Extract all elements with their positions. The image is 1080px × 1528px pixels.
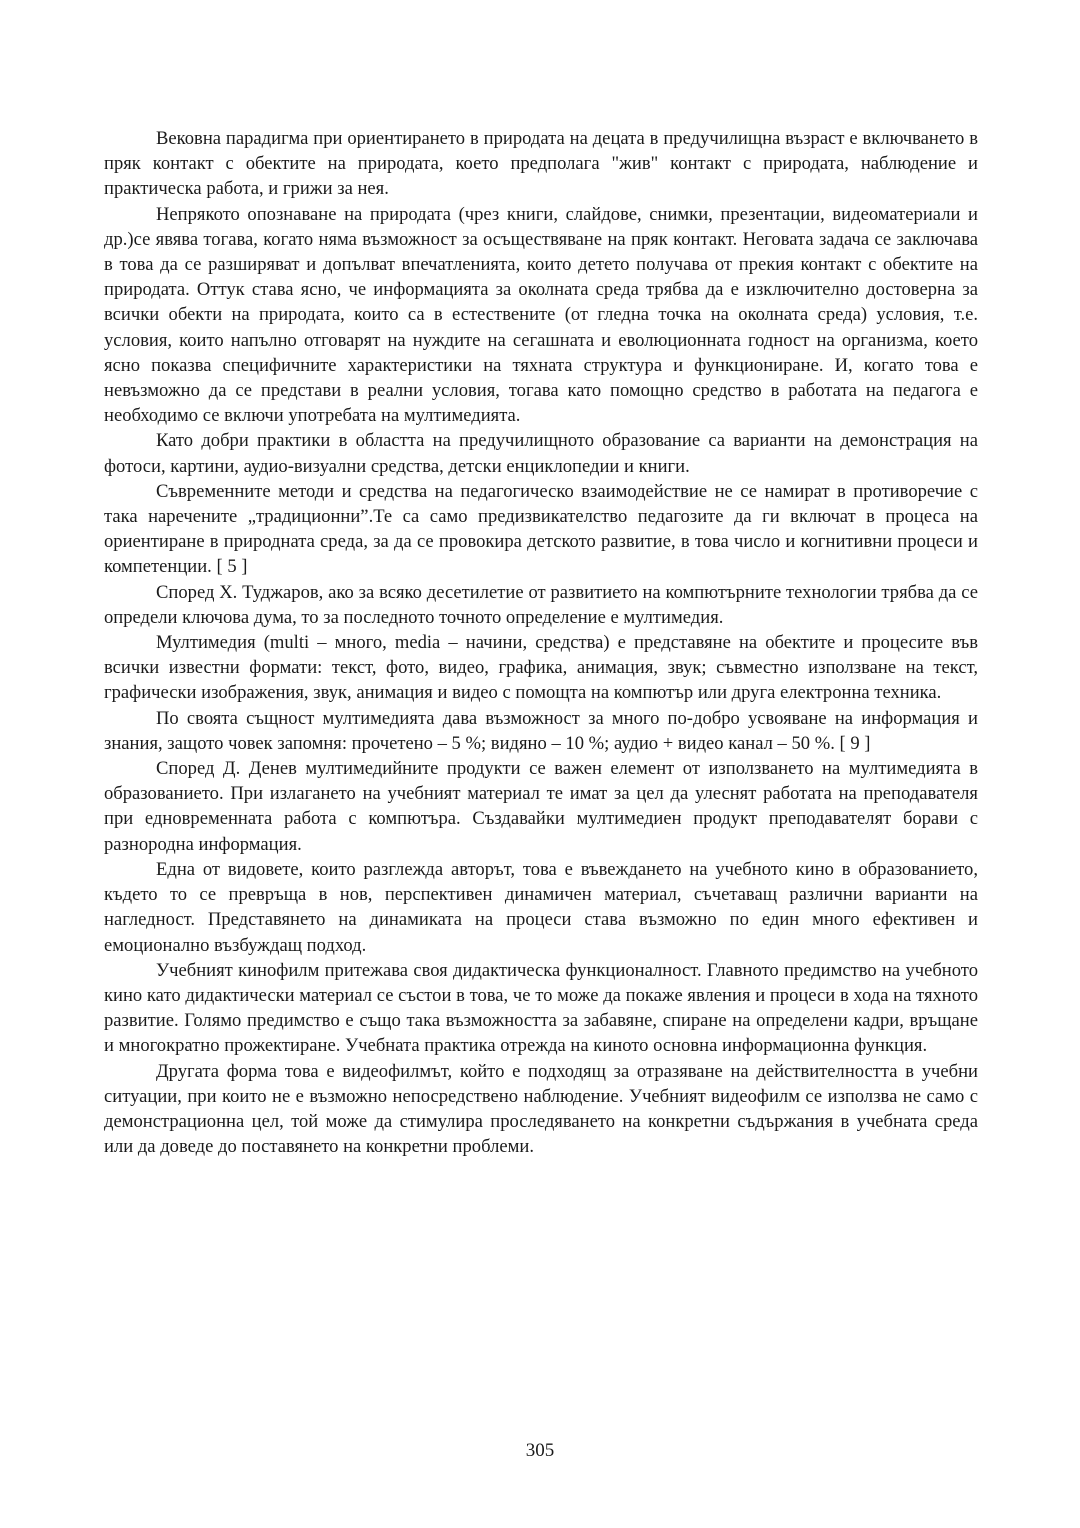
paragraph: Вековна парадигма при ориентирането в природата на децата в предучилищна възраст е включването в пряк контакт с обектите на природата, което предполага "жив" контакт с природата, наблюдение и практическа работа, и грижи за нея. (104, 128, 978, 200)
page-number: 305 (525, 1440, 555, 1461)
paragraph: Една от видовете, които разглежда авторът, това е въвеждането на учебното кино в образованието, където то се превръща в нов, перспективен динамичен материал, съчетаващ различни варианти на нагледност. Представянето на динамиката на процеси става възможно по един много ефективен и емоционално възбуждащ подход. (104, 858, 978, 956)
paragraph: Непрякото опознаване на природата (чрез книги, слайдове, снимки, презентации, видеоматериали и др.)се явява тогава, когато няма възможност за осъществяване на пряк контакт. Неговата задача се заключава в това да се разширяват и допълват впечатленията, които детето получава от прекия контакт с обектите на природата. Оттук става ясно, че информацията за околната среда трябва да е изключително достоверна за всички обекти на природата, които са в естествените (от гледна точка на околната среда) условия, т.е. условия, които напълно отговарят на нуждите на сегашната и еволюционната годност на организма, което ясно показва специфичните характеристики на тяхната структура и функциониране. И, когато това е невъзможно да се представи в реални условия, тогава като помощно средство в работата на педагога е необходимо се включи употребата на мултимедията. (104, 203, 978, 427)
paragraph: Според Д. Денев мултимедийните продукти се важен елемент от използването на мултимедията в образованието. При излагането на учебният материал те имат за цел да улеснят работата на преподавателя при едновременната работа с компютъра. Създавайки мултимедиен продукт преподавателят борави с разнородна информация. (104, 758, 978, 855)
paragraph: Като добри практики в областта на предучилищното образование са варианти на демонстрация на фотоси, картини, аудио-визуални средства, детски енциклопедии и книги. (104, 430, 978, 477)
paragraph: Мултимедия (multi – много, media – начини, средства) е представяне на обектите и процесите във всички известни формати: текст, фото, видео, графика, анимация, звук; съвместно използване на текст, графически изображения, звук, анимация и видео с помощта на компютър или друга електронна техника. (104, 632, 978, 704)
paragraph: Според Х. Туджаров, ако за всяко десетилетие от развитието на компютърните технологии трябва да се определи ключова дума, то за последното точното определение е мултимедия. (104, 581, 978, 628)
paragraph: Другата форма това е видеофилмът, който е подходящ за отразяване на действителността в учебни ситуации, при които не е възможно непосредствено наблюдение. Учебният видеофилм се използва не само с демонстрационна цел, той може да стимулира проследяването на конкретни съдържания в учебната среда или да доведе до поставянето на конкретни проблеми. (104, 1060, 978, 1158)
paragraph: По своята същност мултимедията дава възможност за много по-добро усвояване на информация и знания, защото човек запомня: прочетено – 5 %; видяно – 10 %; аудио + видео канал – 50 %. [ 9 ] (104, 707, 978, 754)
body-text (104, 126, 978, 1159)
paragraph: Съвременните методи и средства на педагогическо взаимодействие не се намират в противоречие с така наречените „традиционни”.Те са само предизвикателство педагозите да ги включат в процеса на ориентиране в природната среда, за да се провокира детското развитие, в това число и когнитивни процеси и компетенции. [ 5 ] (104, 480, 978, 578)
paragraph: Учебният кинофилм притежава своя дидактическа функционалност. Главното предимство на учебното кино като дидактически материал се състои в това, че то може да покаже явления и процеси в хода на тяхното развитие. Голямо предимство е също така възможността за забавяне, спиране на определени кадри, връщане и многократно прожектиране. Учебната практика отрежда на киното основна информационна функция. (104, 959, 978, 1057)
